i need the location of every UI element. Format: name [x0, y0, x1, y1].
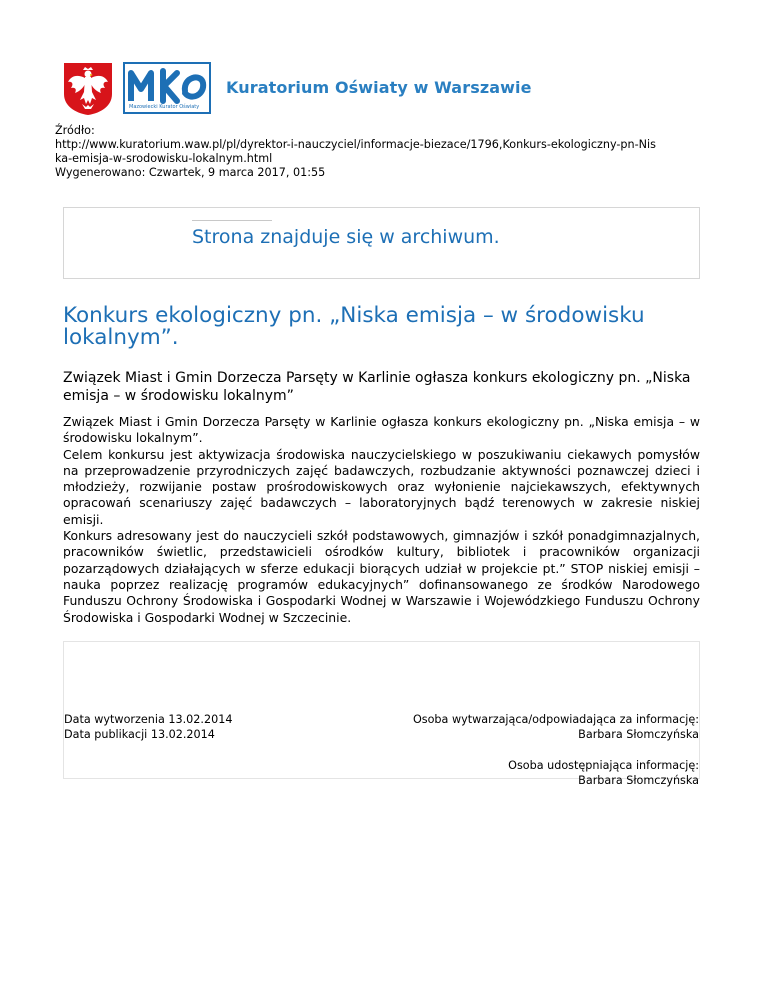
article-paragraph: Związek Miast i Gmin Dorzecza Parsęty w Karlinie ogłasza konkurs ekologiczny pn. „Niska emisja – w środowisku lokalnym”.: [63, 414, 700, 446]
mko-logo-mark-icon: [125, 67, 209, 105]
publisher-name: Barbara Słomczyńska: [578, 774, 699, 787]
dates-block: [64, 712, 232, 742]
metadata-box: [63, 641, 700, 787]
site-name[interactable]: Kuratorium Oświaty w Warszawie: [226, 78, 532, 97]
author-label: Osoba wytwarzająca/odpowiadająca za informację:: [412, 713, 699, 726]
article-body: [63, 414, 700, 626]
generated-date: Wygenerowano: Czwartek, 9 marca 2017, 01:55: [55, 166, 326, 179]
persons-block: [413, 712, 699, 788]
archive-divider: [192, 220, 272, 221]
article-title: Konkurs ekologiczny pn. „Niska emisja – w środowisku lokalnym”.: [63, 303, 645, 350]
article-paragraph: Konkurs adresowany jest do nauczycieli szkół podstawowych, gimnazjów i szkół ponadgimnazjalnych, pracowników świetlic, przedstawicieli ośrodków kultury, bibliotek i pracowników organizacji pozarządowych działających w sferze edukacji biorących udział w projekcie pt.” STOP niskiej emisji – nauka poprzez realizację programów edukacyjnych” dofinansowanego ze środków Narodowego Funduszu Ochrony Środowiska i Gospodarki Wodnej w Warszawie i Wojewódzkiego Funduszu Ochrony Środowiska i Gospodarki Wodnej w Szczecinie.: [63, 528, 700, 625]
source-url-line-2[interactable]: ka-emisja-w-srodowisku-lokalnym.html: [55, 152, 273, 165]
created-date: Data wytworzenia 13.02.2014: [64, 713, 233, 726]
page-header: [63, 62, 703, 118]
source-info: [55, 124, 715, 180]
source-url-line-1[interactable]: http://www.kuratorium.waw.pl/pl/dyrektor-i-nauczyciel/informacje-biezace/1796,Konkurs-ekologiczny-pn-Nis: [55, 138, 656, 151]
archive-notice: Strona znajduje się w archiwum.: [192, 226, 500, 248]
archive-notice-box: [63, 207, 700, 279]
source-label: Źródło:: [55, 124, 95, 137]
article-paragraph: Celem konkursu jest aktywizacja środowiska nauczycielskiego w poszukiwaniu ciekawych pomysłów na przeprowadzenie przyrodniczych zajęć badawczych, rozbudzanie aktywności poznawczej dzieci i młodzieży, rozwijanie postaw prośrodowiskowych oraz wyłonienie najciekawszych, efektywnych opracowań scenariuszy zajęć badawczych – laboratoryjnych bądź terenowych w zakresie niskiej emisji.: [63, 446, 700, 527]
publisher-label: Osoba udostępniająca informację:: [508, 759, 699, 772]
article-lead: Związek Miast i Gmin Dorzecza Parsęty w Karlinie ogłasza konkurs ekologiczny pn. „Niska emisja – w środowisku lokalnym”: [63, 370, 691, 404]
polish-eagle-emblem-icon: [63, 62, 113, 116]
mko-logo: [123, 62, 211, 114]
published-date: Data publikacji 13.02.2014: [64, 728, 215, 741]
author-name: Barbara Słomczyńska: [578, 728, 699, 741]
logo-subtitle: Mazowiecki Kurator Oświaty: [129, 104, 200, 110]
